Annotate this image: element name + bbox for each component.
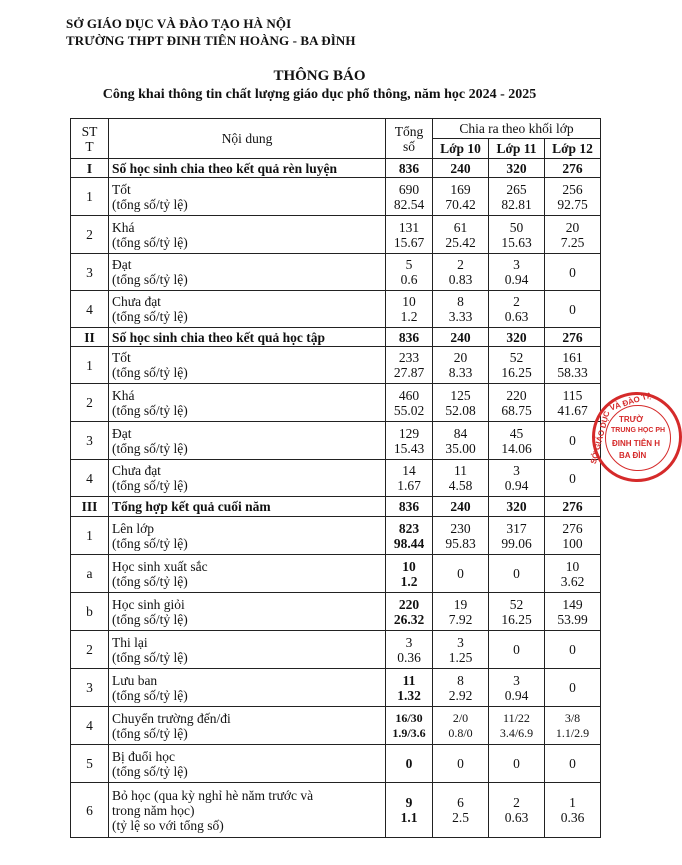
total-cell: 129 15.43	[386, 422, 433, 460]
table-row	[71, 254, 601, 291]
row-label: Lưu ban (tổng số/tỷ lệ)	[109, 669, 386, 707]
grade11-cell: 52 16.25	[489, 593, 545, 631]
row-number: 3	[71, 422, 109, 460]
section-number: I	[71, 159, 109, 178]
section-label: Số học sinh chia theo kết quả rèn luyện	[109, 159, 386, 178]
row-label: Thi lại (tổng số/tỷ lệ)	[109, 631, 386, 669]
row-number: 6	[71, 783, 109, 838]
seal-text-left: SỞ GIÁO DỤC	[588, 410, 612, 465]
row-label: Lên lớp (tổng số/tỷ lệ)	[109, 517, 386, 555]
total-cell: 0	[386, 745, 433, 783]
grade10-cell: 0	[433, 745, 489, 783]
grade10-cell: 2 0.83	[433, 254, 489, 291]
seal-text-line1: TRƯỜ	[619, 415, 644, 424]
section-grade12: 276	[545, 497, 601, 517]
grade12-cell: 3/8 1.1/2.9	[545, 707, 601, 745]
grade11-cell: 50 15.63	[489, 216, 545, 254]
section-row	[71, 328, 601, 347]
grade12-header: Lớp 12	[545, 139, 601, 159]
total-cell: 131 15.67	[386, 216, 433, 254]
grade10-cell: 169 70.42	[433, 178, 489, 216]
grade11-cell: 52 16.25	[489, 347, 545, 384]
grade12-cell: 276 100	[545, 517, 601, 555]
document-title: THÔNG BÁO	[273, 68, 366, 84]
grade11-cell: 3 0.94	[489, 669, 545, 707]
grade10-cell: 6 2.5	[433, 783, 489, 838]
row-label: Học sinh giỏi (tổng số/tỷ lệ)	[109, 593, 386, 631]
row-label: Khá (tổng số/tỷ lệ)	[109, 384, 386, 422]
total-cell: 3 0.36	[386, 631, 433, 669]
grade12-cell: 161 58.33	[545, 347, 601, 384]
results-table	[70, 118, 601, 838]
grade12-cell: 0	[545, 254, 601, 291]
table-row	[71, 216, 601, 254]
row-number: 4	[71, 707, 109, 745]
grade10-header: Lớp 10	[433, 139, 489, 159]
seal-text-line4: BA ĐÌN	[619, 451, 647, 460]
grade12-cell: 0	[545, 745, 601, 783]
grade12-cell: 256 92.75	[545, 178, 601, 216]
section-total: 836	[386, 328, 433, 347]
header-row	[71, 119, 601, 139]
total-cell: 10 1.2	[386, 291, 433, 328]
row-number: 1	[71, 347, 109, 384]
department-name: SỞ GIÁO DỤC VÀ ĐÀO TẠO HÀ NỘI	[66, 16, 292, 31]
total-cell: 460 55.02	[386, 384, 433, 422]
grade11-cell: 0	[489, 555, 545, 593]
table-row	[71, 631, 601, 669]
grade12-cell: 1 0.36	[545, 783, 601, 838]
row-number: 4	[71, 460, 109, 497]
section-grade11: 320	[489, 497, 545, 517]
school-seal-stamp	[588, 390, 682, 482]
section-label: Tổng hợp kết quả cuối năm	[109, 497, 386, 517]
section-grade12: 276	[545, 159, 601, 178]
grade10-cell: 2/0 0.8/0	[433, 707, 489, 745]
grade10-cell: 8 3.33	[433, 291, 489, 328]
row-label: Chưa đạt (tổng số/tỷ lệ)	[109, 291, 386, 328]
table-row	[71, 707, 601, 745]
table-row	[71, 783, 601, 838]
row-label: Chuyển trường đến/đi (tổng số/tỷ lệ)	[109, 707, 386, 745]
grade10-cell: 20 8.33	[433, 347, 489, 384]
row-label: Học sinh xuất sắc (tổng số/tỷ lệ)	[109, 555, 386, 593]
grade12-cell: 0	[545, 631, 601, 669]
grade-group-header: Chia ra theo khối lớp	[433, 119, 601, 139]
seal-text-top: VÀ ĐÀO TẠ	[608, 390, 654, 413]
section-number: III	[71, 497, 109, 517]
grade11-cell: 2 0.63	[489, 291, 545, 328]
grade12-cell: 115 41.67	[545, 384, 601, 422]
seal-text-line3: ĐINH TIÊN H	[612, 439, 660, 448]
row-label: Đạt (tổng số/tỷ lệ)	[109, 422, 386, 460]
row-label: Bỏ học (qua kỳ nghỉ hè năm trước và trong năm học) (tỷ lệ so với tổng số)	[109, 783, 386, 838]
grade11-cell: 265 82.81	[489, 178, 545, 216]
table-row	[71, 593, 601, 631]
grade11-cell: 45 14.06	[489, 422, 545, 460]
stt-header: ST T	[71, 119, 109, 159]
seal-text-line2: TRUNG HỌC PH	[611, 427, 666, 434]
grade10-cell: 230 95.83	[433, 517, 489, 555]
total-cell: 10 1.2	[386, 555, 433, 593]
row-number: 3	[71, 669, 109, 707]
table-row	[71, 555, 601, 593]
grade10-cell: 84 35.00	[433, 422, 489, 460]
section-total: 836	[386, 159, 433, 178]
total-cell: 16/30 1.9/3.6	[386, 707, 433, 745]
grade11-cell: 0	[489, 745, 545, 783]
row-number: 5	[71, 745, 109, 783]
total-cell: 5 0.6	[386, 254, 433, 291]
school-name: TRƯỜNG THPT ĐINH TIÊN HOÀNG - BA ĐÌNH	[66, 33, 356, 48]
grade12-cell: 0	[545, 460, 601, 497]
total-cell: 233 27.87	[386, 347, 433, 384]
grade10-cell: 11 4.58	[433, 460, 489, 497]
section-label: Số học sinh chia theo kết quả học tập	[109, 328, 386, 347]
row-number: 3	[71, 254, 109, 291]
table-row	[71, 460, 601, 497]
row-number: 1	[71, 178, 109, 216]
row-label: Đạt (tổng số/tỷ lệ)	[109, 254, 386, 291]
row-label: Bị đuổi học (tổng số/tỷ lệ)	[109, 745, 386, 783]
table-row	[71, 745, 601, 783]
total-header: Tổng số	[386, 119, 433, 159]
row-number: 2	[71, 216, 109, 254]
total-cell: 220 26.32	[386, 593, 433, 631]
row-number: a	[71, 555, 109, 593]
grade11-cell: 11/22 3.4/6.9	[489, 707, 545, 745]
grade11-cell: 220 68.75	[489, 384, 545, 422]
row-label: Chưa đạt (tổng số/tỷ lệ)	[109, 460, 386, 497]
grade11-cell: 317 99.06	[489, 517, 545, 555]
grade12-cell: 0	[545, 422, 601, 460]
grade10-cell: 0	[433, 555, 489, 593]
grade10-cell: 8 2.92	[433, 669, 489, 707]
grade10-cell: 19 7.92	[433, 593, 489, 631]
grade12-cell: 20 7.25	[545, 216, 601, 254]
row-label: Tốt (tổng số/tỷ lệ)	[109, 347, 386, 384]
grade12-cell: 0	[545, 669, 601, 707]
row-label: Tốt (tổng số/tỷ lệ)	[109, 178, 386, 216]
section-row	[71, 497, 601, 517]
table-row	[71, 517, 601, 555]
row-number: 2	[71, 631, 109, 669]
row-label: Khá (tổng số/tỷ lệ)	[109, 216, 386, 254]
grade12-cell: 149 53.99	[545, 593, 601, 631]
grade11-cell: 0	[489, 631, 545, 669]
total-cell: 690 82.54	[386, 178, 433, 216]
section-grade10: 240	[433, 497, 489, 517]
section-grade10: 240	[433, 328, 489, 347]
table-row	[71, 669, 601, 707]
grade12-cell: 10 3.62	[545, 555, 601, 593]
total-cell: 9 1.1	[386, 783, 433, 838]
section-grade11: 320	[489, 159, 545, 178]
section-grade12: 276	[545, 328, 601, 347]
total-cell: 14 1.67	[386, 460, 433, 497]
table-row	[71, 384, 601, 422]
grade10-cell: 61 25.42	[433, 216, 489, 254]
table-row	[71, 347, 601, 384]
total-cell: 11 1.32	[386, 669, 433, 707]
grade11-cell: 3 0.94	[489, 254, 545, 291]
grade11-header: Lớp 11	[489, 139, 545, 159]
grade11-cell: 2 0.63	[489, 783, 545, 838]
section-total: 836	[386, 497, 433, 517]
total-cell: 823 98.44	[386, 517, 433, 555]
section-grade11: 320	[489, 328, 545, 347]
grade10-cell: 3 1.25	[433, 631, 489, 669]
table-row	[71, 178, 601, 216]
table-row	[71, 422, 601, 460]
row-number: 2	[71, 384, 109, 422]
section-grade10: 240	[433, 159, 489, 178]
grade12-cell: 0	[545, 291, 601, 328]
row-number: b	[71, 593, 109, 631]
grade11-cell: 3 0.94	[489, 460, 545, 497]
section-number: II	[71, 328, 109, 347]
row-number: 1	[71, 517, 109, 555]
content-header: Nội dung	[109, 119, 386, 159]
table-row	[71, 291, 601, 328]
document-subtitle: Công khai thông tin chất lượng giáo dục phổ thông, năm học 2024 - 2025	[102, 87, 537, 102]
row-number: 4	[71, 291, 109, 328]
grade10-cell: 125 52.08	[433, 384, 489, 422]
section-row	[71, 159, 601, 178]
